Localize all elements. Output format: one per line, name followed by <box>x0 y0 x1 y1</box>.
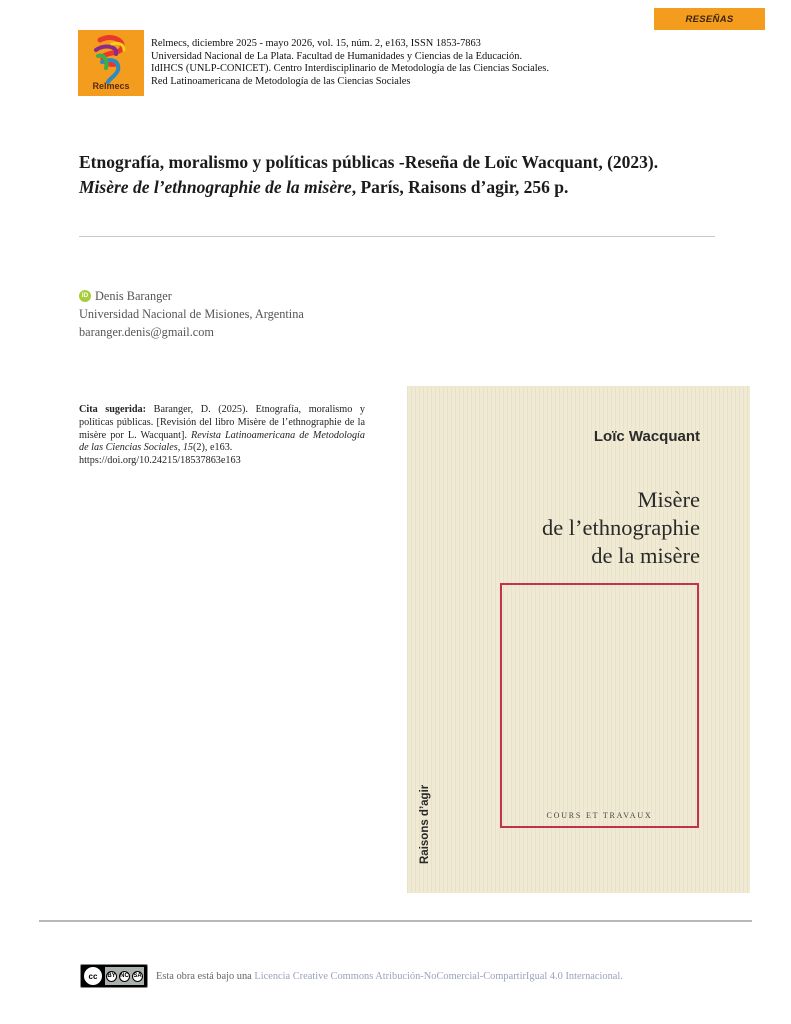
citation-doi[interactable]: https://doi.org/10.24215/18537863e163 <box>79 455 241 467</box>
author-block <box>79 287 304 341</box>
cc-nc-icon: NC <box>119 971 130 982</box>
citation-text: Baranger, D. (2025). Etnografía, moralismo y políticas públicas. [Revisión del libro Misère de l’ethnographie de la misère por L. Wacquant]. <box>79 404 365 441</box>
author-name-row <box>79 287 304 305</box>
author-affiliation: Universidad Nacional de Misiones, Argentina <box>79 307 304 321</box>
cover-title-line: de l’ethnographie <box>541 515 700 540</box>
license-prefix: Esta obra está bajo una <box>156 970 255 982</box>
citation-journal: Revista Latinoamericana de Metodología de las Ciencias Sociales, 15 <box>79 429 365 454</box>
journal-line: Universidad Nacional de La Plata. Facultad de Humanidades y Ciencias de la Educación. <box>151 50 523 62</box>
cc-license-icon[interactable] <box>80 964 148 988</box>
citation-issue: (2), e163. <box>193 442 233 454</box>
cover-title-line: de la misère <box>591 543 700 568</box>
divider <box>79 236 715 237</box>
title-line: Etnografía, moralismo y políticas públicas -Reseña de Loïc Wacquant, (2023). <box>79 152 659 172</box>
article-title <box>79 150 719 200</box>
journal-info <box>151 38 549 88</box>
cover-author: Loïc Wacquant <box>593 428 700 445</box>
author-name: Denis Baranger <box>95 289 172 303</box>
orcid-icon[interactable]: iD <box>79 290 91 302</box>
journal-line: Red Latinoamericana de Metodología de las Ciencias Sociales <box>151 75 411 87</box>
license-text <box>156 971 623 982</box>
license-link[interactable]: Licencia Creative Commons Atribución-NoComercial-CompartirIgual 4.0 Internacional. <box>254 970 623 982</box>
suggested-citation <box>79 404 365 468</box>
title-line-2 <box>79 175 719 200</box>
author-email[interactable]: baranger.denis@gmail.com <box>79 325 214 339</box>
cover-frame <box>500 583 699 828</box>
cover-title <box>542 486 700 570</box>
cover-series: COURS ET TRAVAUX <box>546 811 653 820</box>
cc-by-icon: BY <box>106 971 117 982</box>
journal-line: IdIHCS (UNLP-CONICET). Centro Interdisciplinario de Metodología de las Ciencias Sociales. <box>151 63 549 75</box>
book-title: Misère de l’ethnographie de la misère <box>79 177 352 197</box>
citation-label: Cita sugerida: <box>79 404 147 415</box>
title-rest: , París, Raisons d’agir, 256 p. <box>351 177 569 197</box>
footer-divider <box>39 920 752 922</box>
journal-line: Relmecs, diciembre 2025 - mayo 2026, vol. 15, núm. 2, e163, ISSN 1853-7863 <box>151 38 481 49</box>
cover-title-line: Misère <box>637 487 700 512</box>
cc-icon: cc <box>84 967 102 985</box>
book-cover <box>407 386 750 893</box>
section-badge: RESEÑAS <box>654 8 765 30</box>
license-footer <box>80 964 623 988</box>
journal-logo <box>78 30 144 96</box>
logo-text: Relmecs <box>92 81 130 91</box>
cc-terms <box>105 967 144 985</box>
cover-publisher: Raisons d’agir <box>419 784 431 864</box>
cc-sa-icon: SA <box>132 971 143 982</box>
